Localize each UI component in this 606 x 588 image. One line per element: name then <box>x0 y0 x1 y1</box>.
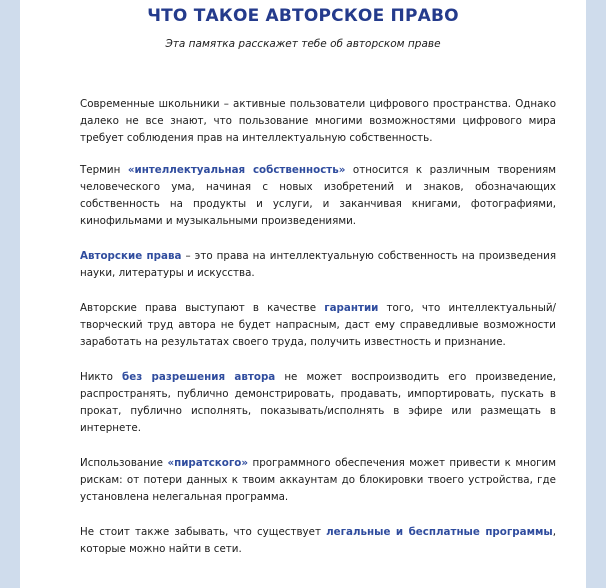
memo-page <box>20 0 586 588</box>
page-title: ЧТО ТАКОЕ АВТОРСКОЕ ПРАВО <box>147 6 459 26</box>
highlighted-term: «пиратского» <box>167 457 248 469</box>
paragraph-text: не может воспроизводить его произведение, распространять, публично демонстрировать, продавать, импортировать, пускать в прокат, публично исполнять, показывать/исполнять в эфире или размещать в интернете. <box>80 371 556 434</box>
paragraph-text: Не стоит также забывать, что существует <box>80 526 327 538</box>
paragraph-text: относится к различным творениям человеческого ума, начиная с новых изобретений и знаков, обозначающих собственность на продукты и услуги, и заканчивая книгами, фотографиями, кинофильмами и музыкальными произведениями. <box>80 164 556 227</box>
paragraph-text: Использование <box>80 457 168 469</box>
paragraph-text: , которые можно найти в сети. <box>80 526 557 555</box>
paragraph-text: Современные школьники – активные пользователи цифрового пространства. Однако далеко не все знают, что пользование многими возможностями цифрового мира требует соблюдения прав на интеллектуальную собственность. <box>80 98 556 144</box>
highlighted-term: «интеллектуальная собственность» <box>127 164 346 176</box>
paragraph-intellectual-property <box>80 162 556 230</box>
highlighted-term: легальные и бесплатные программы <box>326 526 553 538</box>
paragraph-permission <box>80 369 556 437</box>
paragraph-text: программного обеспечения может привести к многим рискам: от потери данных к твоим аккаунтам до блокировки твоего устройства, где установлена нелегальная программа. <box>80 457 556 503</box>
highlighted-term: Авторские права <box>80 250 182 262</box>
paragraph-text: Термин <box>80 164 128 176</box>
paragraph-guarantee <box>80 300 556 351</box>
paragraph-text: – это права на интеллектуальную собственность на произведения науки, литературы и искусства. <box>80 250 557 279</box>
paragraph-text: Никто <box>80 371 123 383</box>
paragraph-text: того, что интеллектуальный/творческий труд автора не будет напрасным, даст ему справедливые возможности заработать на результатах своего труда, получить известность и признание. <box>80 302 556 348</box>
paragraph-text: Авторские права выступают в качестве <box>80 302 325 314</box>
paragraph-piracy <box>80 455 556 506</box>
highlighted-term: без разрешения автора <box>122 371 276 383</box>
memo-body <box>80 96 556 576</box>
highlighted-term: гарантии <box>324 302 379 314</box>
paragraph-intro <box>80 96 556 147</box>
paragraph-legal-software <box>80 524 556 558</box>
page-subtitle: Эта памятка расскажет тебе об авторском праве <box>165 38 441 50</box>
paragraph-copyright-definition <box>80 248 556 282</box>
